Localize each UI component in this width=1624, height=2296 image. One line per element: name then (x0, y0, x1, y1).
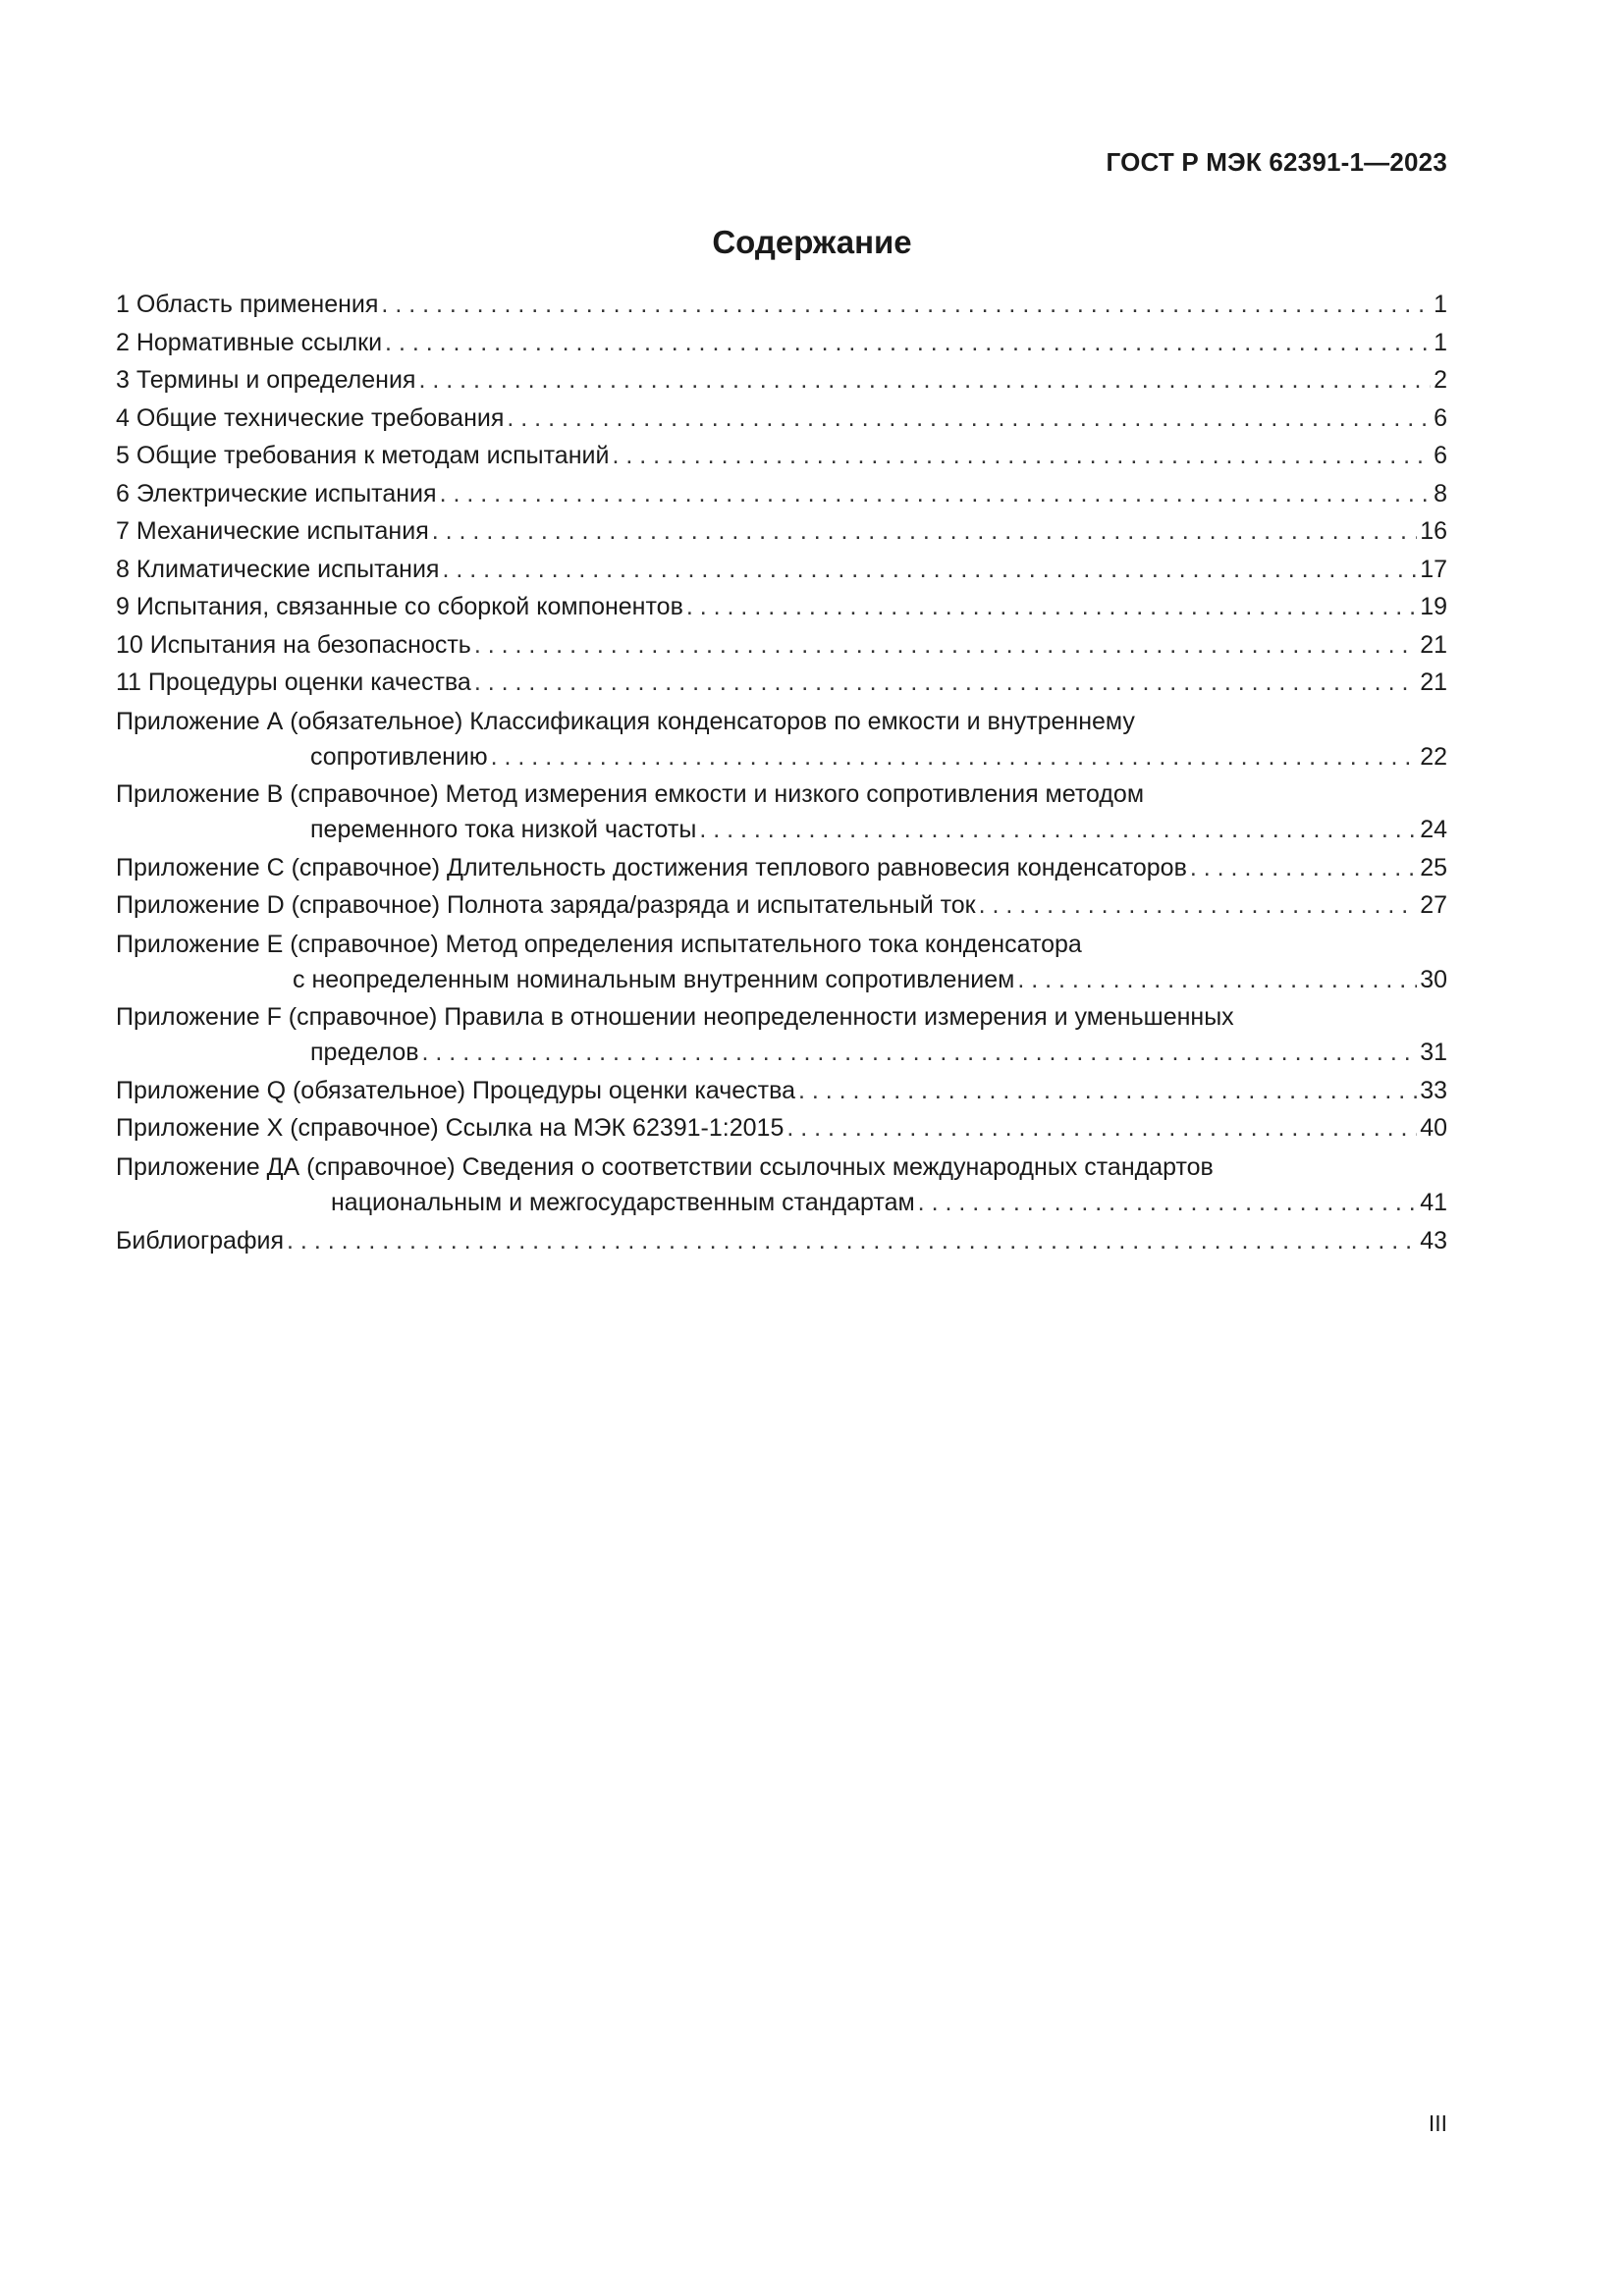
toc-entry-title: Приложение D (справочное) Полнота заряда/разряда и испытательный ток (116, 891, 976, 919)
toc-entry-page: 40 (1420, 1114, 1447, 1142)
dot-leader (1190, 849, 1417, 887)
toc-entry-page: 19 (1420, 593, 1447, 620)
dot-leader (798, 1072, 1417, 1110)
dot-leader (422, 1035, 1418, 1070)
toc-entry-page: 30 (1420, 965, 1447, 993)
toc-entry[interactable] (116, 361, 1447, 400)
toc-entry-title: национальным и межгосударственным стандартам (331, 1188, 915, 1216)
toc-entry[interactable] (116, 1072, 1447, 1110)
toc-title: Содержание (712, 224, 912, 260)
dot-leader (699, 812, 1417, 847)
standard-code: ГОСТ Р МЭК 62391-1—2023 (1106, 147, 1447, 177)
dot-leader (474, 664, 1417, 702)
toc-entry-title: 8 Климатические испытания (116, 555, 440, 583)
toc-entry-title: Приложение X (справочное) Ссылка на МЭК 62391-1:2015 (116, 1114, 785, 1142)
toc-entry[interactable] (116, 999, 1447, 1070)
toc-entry-title: пределов (310, 1038, 419, 1066)
toc-entry-title: 10 Испытания на безопасность (116, 630, 471, 659)
toc-entry-page: 33 (1420, 1076, 1447, 1104)
toc-entry-title: 9 Испытания, связанные со сборкой компонентов (116, 593, 683, 620)
dot-leader (381, 286, 1431, 324)
dot-leader (786, 1109, 1417, 1148)
toc-entry-page: 31 (1420, 1038, 1447, 1066)
toc-entry-page: 25 (1420, 853, 1447, 881)
toc-entry[interactable] (116, 512, 1447, 551)
toc-entry[interactable] (116, 588, 1447, 626)
toc-entry[interactable] (116, 1109, 1447, 1148)
toc-entry-title: 4 Общие технические требования (116, 403, 505, 432)
toc-entry[interactable] (116, 437, 1447, 475)
toc-entry-page: 17 (1420, 555, 1447, 583)
toc-entry-page: 21 (1420, 668, 1447, 696)
toc-entry-title: Библиография (116, 1226, 285, 1255)
toc-entry[interactable] (116, 664, 1447, 702)
toc-entry-page: 8 (1434, 479, 1447, 507)
toc-entry-title: 6 Электрические испытания (116, 479, 437, 507)
toc-entry-title: 3 Термины и определения (116, 366, 416, 394)
toc-entry-page: 16 (1420, 517, 1447, 545)
dot-leader (491, 739, 1418, 774)
dot-leader (1017, 962, 1417, 997)
toc-entry[interactable] (116, 1149, 1447, 1220)
dot-leader (918, 1185, 1418, 1220)
toc-entry-title: Приложение Q (обязательное) Процедуры оценки качества (116, 1076, 795, 1104)
toc-entry-title: 5 Общие требования к методам испытаний (116, 442, 610, 469)
dot-leader (385, 324, 1431, 362)
dot-leader (979, 886, 1418, 925)
toc-entry-page: 24 (1420, 815, 1447, 843)
toc-entry[interactable] (116, 400, 1447, 438)
toc-entry-title: сопротивлению (310, 742, 488, 771)
toc-entry[interactable] (116, 927, 1447, 997)
dot-leader (418, 361, 1431, 400)
toc-entry-title: 1 Область применения (116, 291, 379, 318)
page-number: III (1428, 2110, 1447, 2136)
toc-entry-page: 22 (1420, 742, 1447, 771)
toc-entry[interactable] (116, 1222, 1447, 1260)
dot-leader (440, 475, 1432, 513)
toc-entry-page: 1 (1434, 328, 1447, 356)
toc-entry-title: 2 Нормативные ссылки (116, 328, 383, 356)
dot-leader (474, 626, 1417, 665)
toc-entry-title: Приложение А (обязательное) Классификация конденсаторов по емкости и внутреннему (116, 707, 1135, 735)
toc-entry[interactable] (116, 324, 1447, 362)
dot-leader (686, 588, 1417, 626)
toc-entry-title: Приложение F (справочное) Правила в отношении неопределенности измерения и уменьшенных (116, 1002, 1234, 1031)
toc-entry[interactable] (116, 551, 1447, 589)
toc-entry-page: 6 (1434, 442, 1447, 469)
toc-entry[interactable] (116, 626, 1447, 665)
toc-entry[interactable] (116, 704, 1447, 774)
dot-leader (442, 551, 1417, 589)
table-of-contents (116, 286, 1447, 1259)
toc-entry[interactable] (116, 286, 1447, 324)
toc-entry-title: 7 Механические испытания (116, 517, 429, 545)
dot-leader (507, 400, 1431, 438)
toc-entry-page: 1 (1434, 291, 1447, 318)
toc-entry-title: Приложение Е (справочное) Метод определения испытательного тока конденсатора (116, 930, 1082, 958)
toc-entry-title: Приложение ДА (справочное) Сведения о соответствии ссылочных международных стандартов (116, 1152, 1214, 1181)
dot-leader (287, 1222, 1417, 1260)
toc-entry-page: 43 (1420, 1226, 1447, 1255)
toc-entry-page: 2 (1434, 366, 1447, 394)
toc-entry-title: переменного тока низкой частоты (310, 815, 697, 843)
toc-entry-title: Приложение С (справочное) Длительность достижения теплового равновесия конденсаторов (116, 853, 1187, 881)
toc-entry-page: 27 (1420, 891, 1447, 919)
toc-entry[interactable] (116, 475, 1447, 513)
toc-entry-page: 21 (1420, 630, 1447, 659)
dot-leader (612, 437, 1431, 475)
toc-entry[interactable] (116, 886, 1447, 925)
toc-entry[interactable] (116, 849, 1447, 887)
toc-entry-title: Приложение В (справочное) Метод измерения емкости и низкого сопротивления методом (116, 779, 1145, 808)
toc-entry-title: 11 Процедуры оценки качества (116, 668, 471, 696)
toc-entry-page: 41 (1420, 1188, 1447, 1216)
toc-entry-title: с неопределенным номинальным внутренним сопротивлением (293, 965, 1015, 993)
toc-entry[interactable] (116, 776, 1447, 847)
toc-entry-page: 6 (1434, 403, 1447, 432)
dot-leader (432, 512, 1417, 551)
